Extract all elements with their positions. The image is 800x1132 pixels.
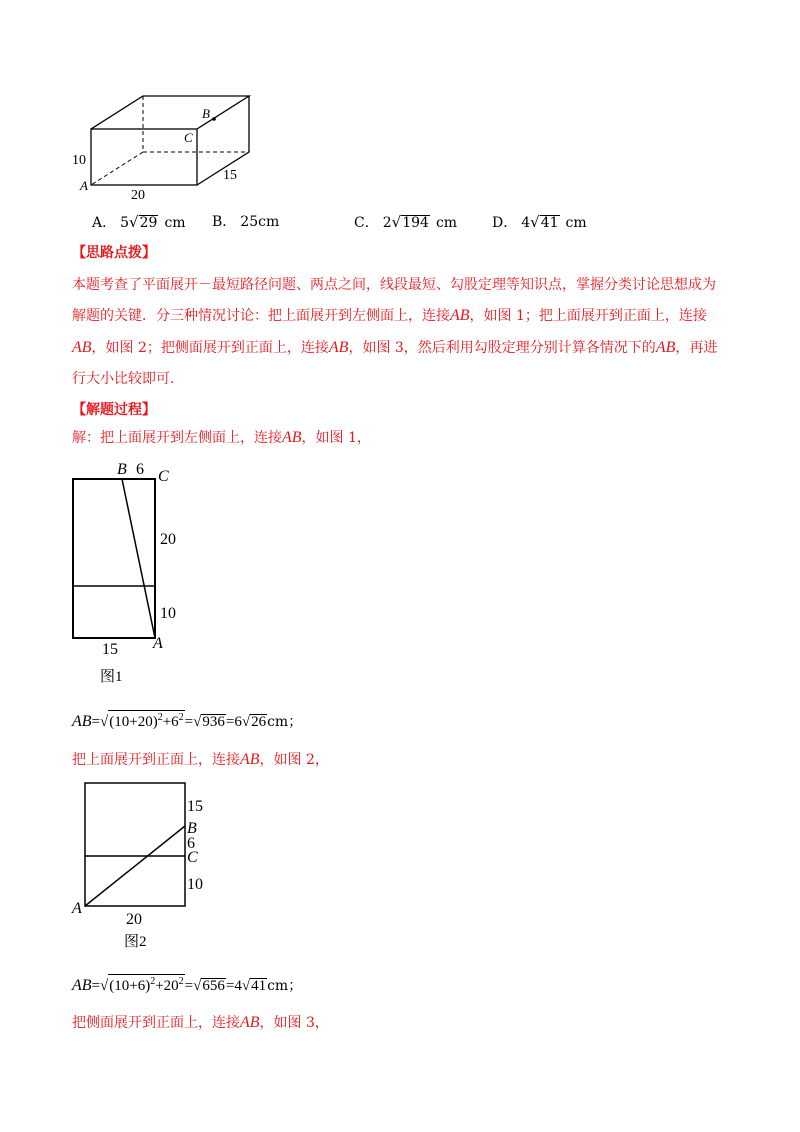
- radical-sign-icon: √: [391, 213, 402, 231]
- hint-line-2: 解题的关键．分三种情况讨论：把上面展开到左侧面上，连接AB，如图 1；把上面展开到正面上，连接: [72, 307, 707, 324]
- solution-heading: 【解题过程】: [72, 402, 156, 418]
- fig1-label-10: 10: [160, 605, 176, 622]
- figure-1: [62, 460, 202, 690]
- fig2-caption: 图2: [124, 934, 147, 950]
- fig1-label-6: 6: [136, 461, 144, 478]
- fig1-label-20: 20: [160, 531, 176, 548]
- fig1-caption: 图1: [100, 669, 123, 685]
- box-label-c: C: [184, 130, 193, 145]
- fig2-label-15: 15: [187, 798, 203, 815]
- fig1-label-a: A: [153, 635, 163, 652]
- radical-sign-icon: √: [100, 978, 109, 994]
- box-label-b: B: [202, 106, 210, 121]
- fig1-label-15: 15: [102, 641, 118, 658]
- box-figure: [60, 88, 280, 200]
- equation-2: $AB=√(10+6)^2+20^2=√656=4√41cm$；: [72, 976, 303, 994]
- box-height-label: 10: [72, 153, 86, 168]
- radical-sign-icon: √: [129, 213, 139, 231]
- solution-line-1: 解：把上面展开到左侧面上，连接AB，如图 1，: [72, 429, 371, 446]
- box-label-a: A: [80, 178, 88, 193]
- solution-line-3: 把侧面展开到正面上，连接AB，如图 3，: [72, 1014, 329, 1031]
- option-d[interactable]: D． 4√41 cm: [492, 213, 587, 231]
- radical-sign-icon: √: [241, 978, 251, 994]
- figure-2: [66, 780, 216, 955]
- fig2-label-10: 10: [187, 876, 203, 893]
- box-length-label: 20: [131, 188, 145, 200]
- radical-sign-icon: √: [193, 978, 202, 994]
- fig2-label-6: 6: [187, 835, 195, 852]
- box-width-label: 15: [223, 168, 237, 183]
- radical-sign-icon: √: [530, 213, 540, 231]
- radical-sign-icon: √: [193, 714, 202, 730]
- fig1-label-c: C: [158, 468, 169, 485]
- option-a[interactable]: A． 5√29 cm: [92, 213, 186, 231]
- fig2-label-20: 20: [126, 911, 142, 928]
- equation-1: $AB=√(10+20)^2+6^2=√936=6√26cm$；: [72, 712, 303, 730]
- fig1-label-b: B: [117, 461, 127, 478]
- hint-line-1: 本题考查了平面展开－最短路径问题、两点之间，线段最短、勾股定理等知识点，掌握分类讨论思想成为: [72, 277, 716, 293]
- hint-line-3: AB，如图 2；把侧面展开到正面上，连接AB，如图 3，然后利用勾股定理分别计算各情况下的AB，再进: [72, 339, 718, 356]
- option-c[interactable]: C． 2√194 cm: [354, 213, 458, 231]
- radical-sign-icon: √: [100, 714, 109, 730]
- fig2-label-c: C: [187, 849, 198, 866]
- fig2-label-b: B: [187, 820, 197, 837]
- radical-sign-icon: √: [241, 714, 251, 730]
- fig2-label-a: A: [72, 900, 82, 917]
- hint-heading: 【思路点拨】: [72, 245, 156, 261]
- option-b[interactable]: B． 25cm: [212, 214, 280, 230]
- solution-line-2: 把上面展开到正面上，连接AB，如图 2，: [72, 751, 329, 768]
- hint-line-4: 行大小比较即可．: [72, 371, 184, 387]
